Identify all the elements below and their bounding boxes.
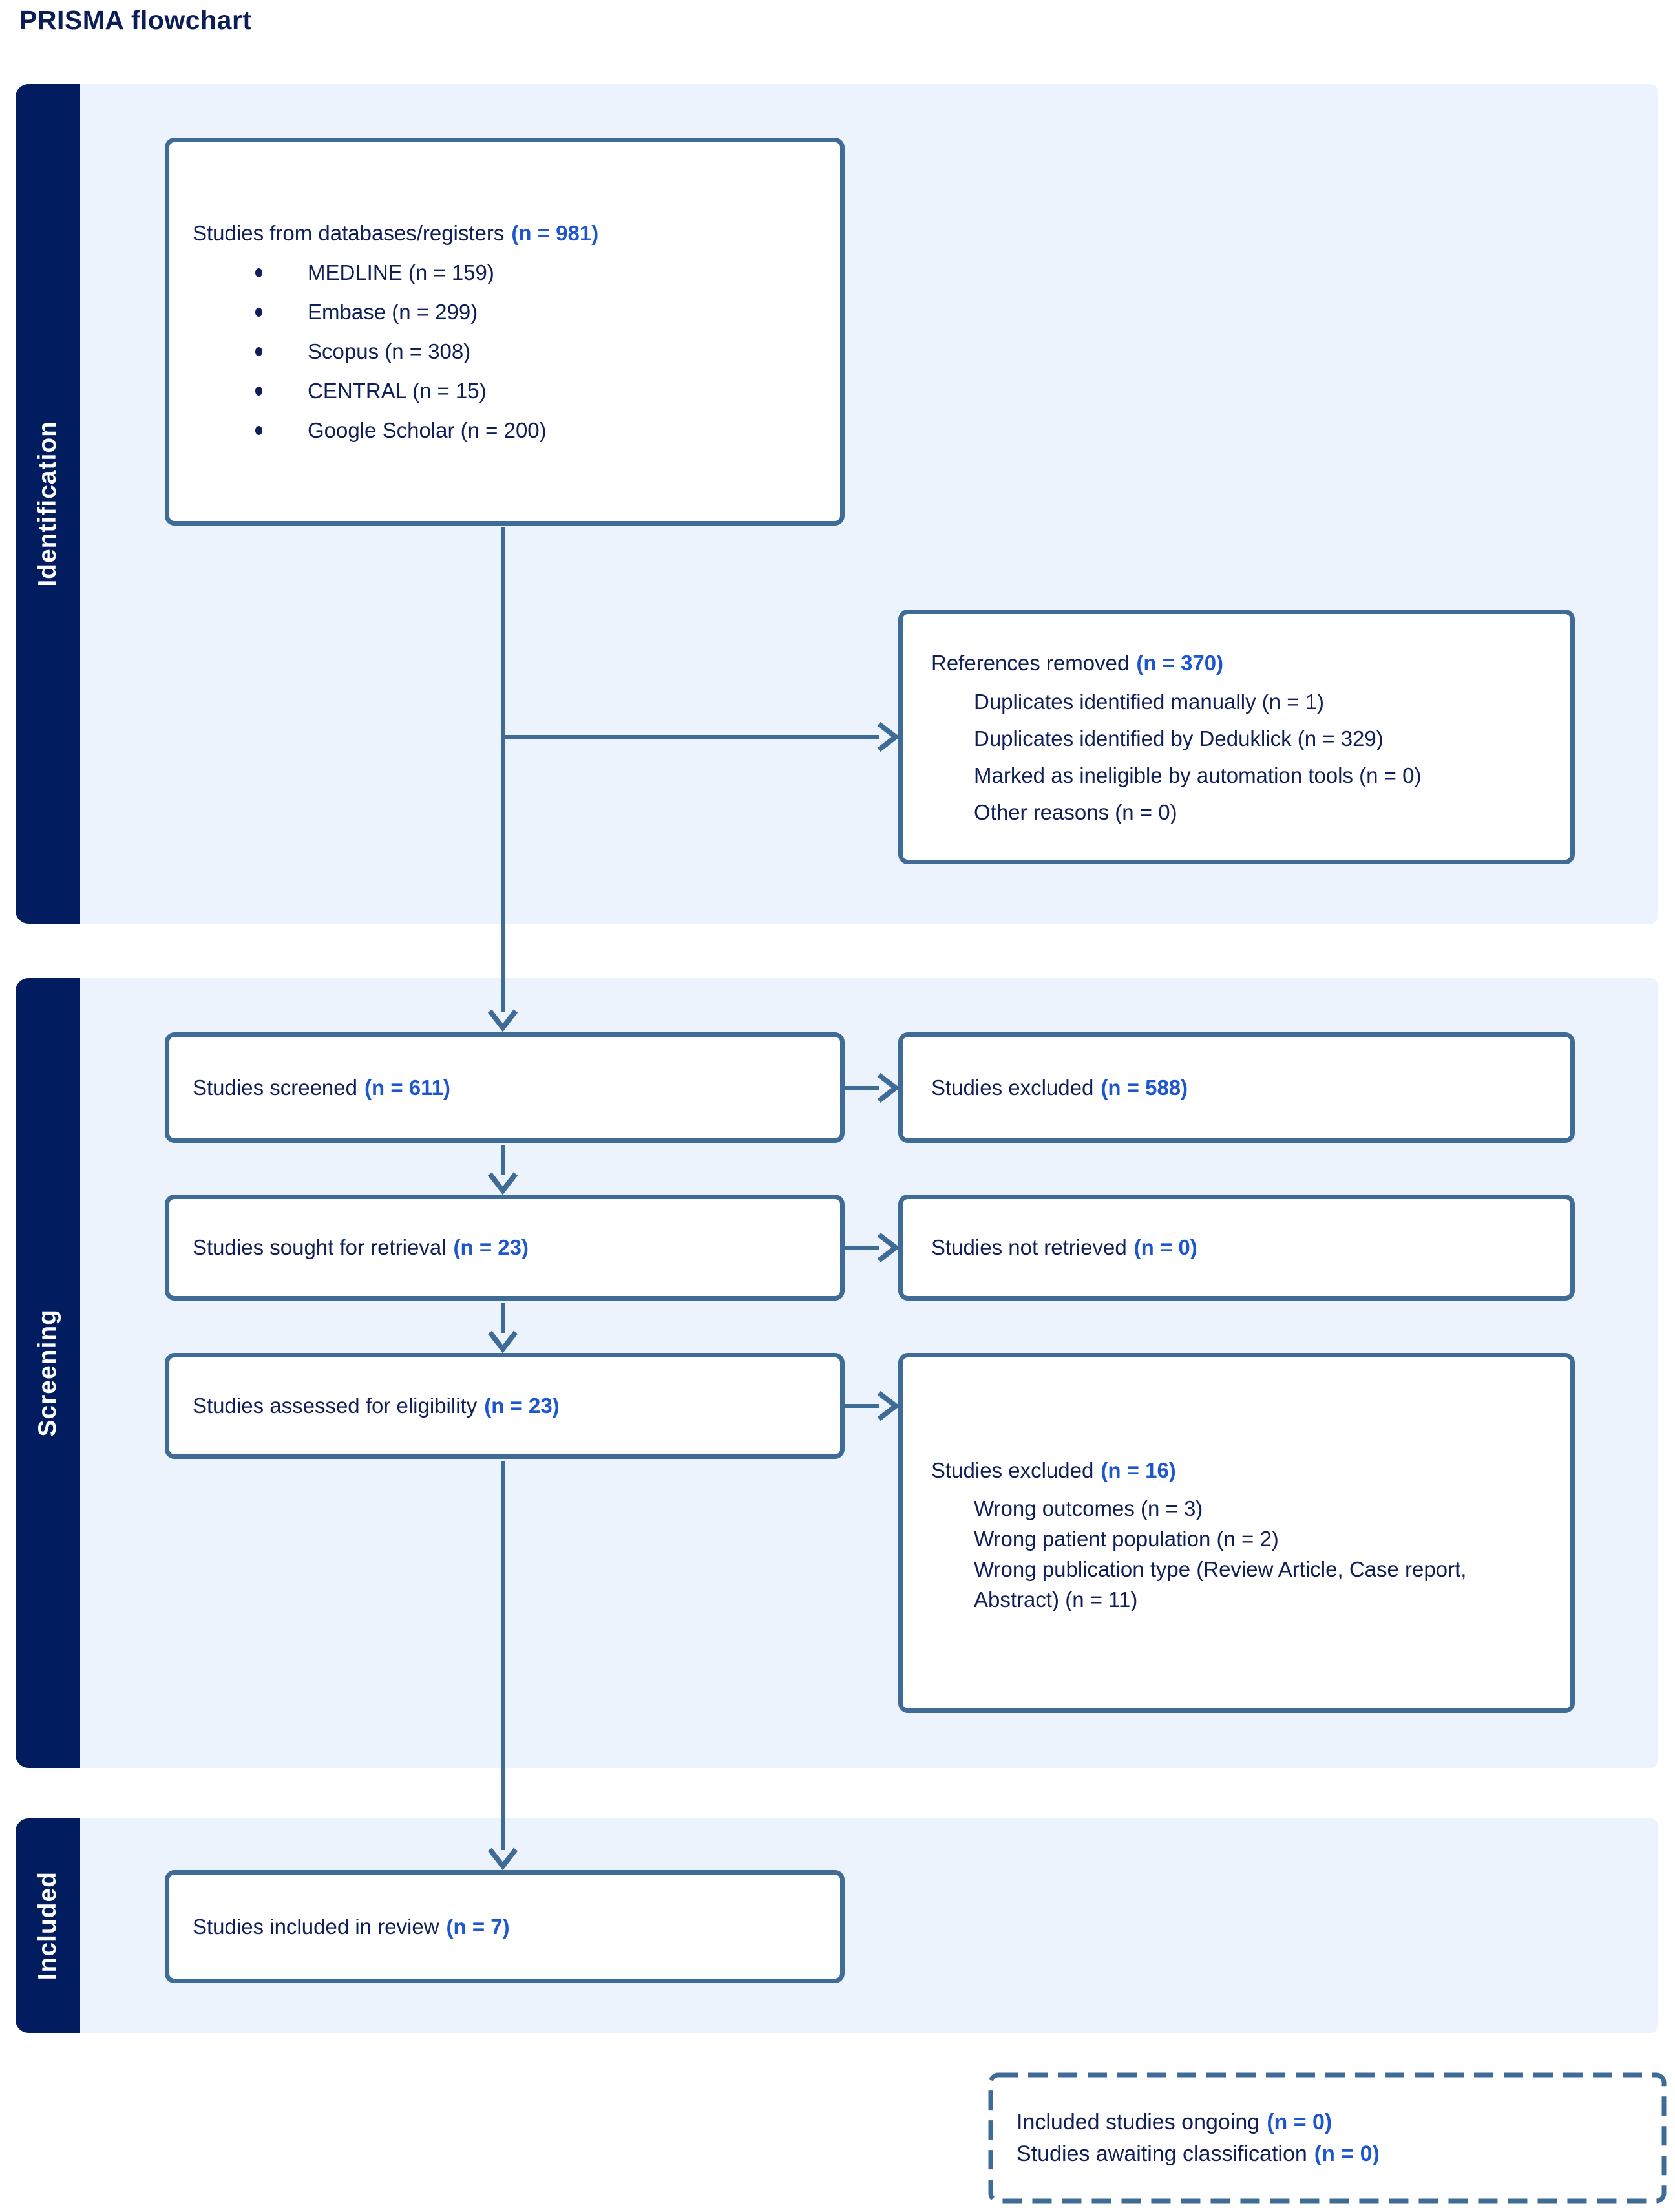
not-retrieved-label: Studies not retrieved xyxy=(931,1235,1127,1259)
databases-label: Studies from databases/registers xyxy=(193,221,505,245)
references-removed-count: (n = 370) xyxy=(1136,651,1224,675)
ongoing-line xyxy=(1017,2107,1667,2138)
excluded-screening-label: Studies excluded xyxy=(931,1075,1094,1100)
bullet-dot-icon xyxy=(255,308,262,317)
ongoing-label: Included studies ongoing xyxy=(1017,2109,1260,2134)
sidebar-label-screening: Screening xyxy=(34,1309,61,1437)
box-ongoing-awaiting-dashed xyxy=(987,2072,1667,2204)
screened-headline xyxy=(193,1069,840,1107)
removal-reason: Duplicates identified by Deduklick (n = 329) xyxy=(974,727,1384,750)
awaiting-line xyxy=(1017,2138,1667,2170)
sidebar-label-identification: Identification xyxy=(34,421,61,587)
sidebar-included xyxy=(16,1818,80,2033)
included-count: (n = 7) xyxy=(446,1914,510,1939)
sidebar-label-included: Included xyxy=(34,1871,61,1981)
references-removed-headline xyxy=(931,643,1547,683)
box-studies-sought-for-retrieval xyxy=(165,1195,845,1301)
sought-count: (n = 23) xyxy=(453,1235,529,1259)
removal-reason: Marked as ineligible by automation tools (n = 0) xyxy=(974,763,1422,787)
bullet-dot-icon xyxy=(255,347,262,356)
excluded-screening-headline xyxy=(931,1069,1570,1107)
bullet-dot-icon xyxy=(255,268,262,277)
list-item xyxy=(193,332,821,371)
excluded-eligibility-count: (n = 16) xyxy=(1101,1458,1176,1482)
databases-headline xyxy=(193,213,821,253)
not-retrieved-count: (n = 0) xyxy=(1133,1235,1197,1259)
excluded-eligibility-label: Studies excluded xyxy=(931,1458,1094,1482)
list-item xyxy=(193,371,821,410)
ongoing-count: (n = 0) xyxy=(1267,2109,1333,2134)
exclusion-reason: Wrong publication type (Review Article, Case report, Abstract) (n = 11) xyxy=(974,1557,1467,1611)
not-retrieved-headline xyxy=(931,1228,1570,1267)
screened-label: Studies screened xyxy=(193,1075,357,1100)
included-headline xyxy=(193,1908,840,1946)
database-source: Scopus (n = 308) xyxy=(308,339,471,363)
removal-reason: Duplicates identified manually (n = 1) xyxy=(974,690,1325,714)
exclusion-reason: Wrong outcomes (n = 3) xyxy=(974,1496,1203,1520)
sought-label: Studies sought for retrieval xyxy=(193,1235,447,1259)
removal-reason: Other reasons (n = 0) xyxy=(974,800,1177,824)
awaiting-label: Studies awaiting classification xyxy=(1017,2141,1307,2166)
box-references-removed xyxy=(898,610,1575,864)
list-item xyxy=(193,410,821,450)
box-studies-screened xyxy=(165,1032,845,1143)
assessed-headline xyxy=(193,1387,840,1425)
assessed-label: Studies assessed for eligibility xyxy=(193,1394,478,1418)
databases-count: (n = 981) xyxy=(511,221,599,245)
box-studies-excluded-eligibility xyxy=(898,1353,1575,1713)
included-label: Studies included in review xyxy=(193,1914,439,1939)
box-studies-included-in-review xyxy=(165,1870,845,1983)
screened-count: (n = 611) xyxy=(364,1075,450,1100)
list-item xyxy=(193,253,821,292)
excluded-eligibility-headline xyxy=(931,1452,1544,1489)
box-studies-assessed-for-eligibility xyxy=(165,1353,845,1459)
sought-headline xyxy=(193,1228,840,1267)
excluded-screening-count: (n = 588) xyxy=(1101,1075,1188,1100)
database-source: MEDLINE (n = 159) xyxy=(308,261,494,284)
sidebar-identification xyxy=(16,84,80,924)
awaiting-count: (n = 0) xyxy=(1314,2141,1380,2166)
database-source: CENTRAL (n = 15) xyxy=(308,379,487,403)
box-studies-from-databases xyxy=(165,138,845,526)
page-title: PRISMA flowchart xyxy=(19,5,252,35)
bullet-dot-icon xyxy=(255,387,262,396)
box-studies-excluded-screening xyxy=(898,1032,1575,1143)
database-source: Embase (n = 299) xyxy=(308,300,478,324)
sidebar-screening xyxy=(16,978,80,1768)
references-removed-label: References removed xyxy=(931,651,1130,675)
exclusion-reason: Wrong patient population (n = 2) xyxy=(974,1526,1279,1551)
list-item xyxy=(193,292,821,332)
box-studies-not-retrieved xyxy=(898,1195,1575,1301)
assessed-count: (n = 23) xyxy=(484,1394,560,1418)
database-source: Google Scholar (n = 200) xyxy=(308,418,547,442)
bullet-dot-icon xyxy=(255,426,262,435)
